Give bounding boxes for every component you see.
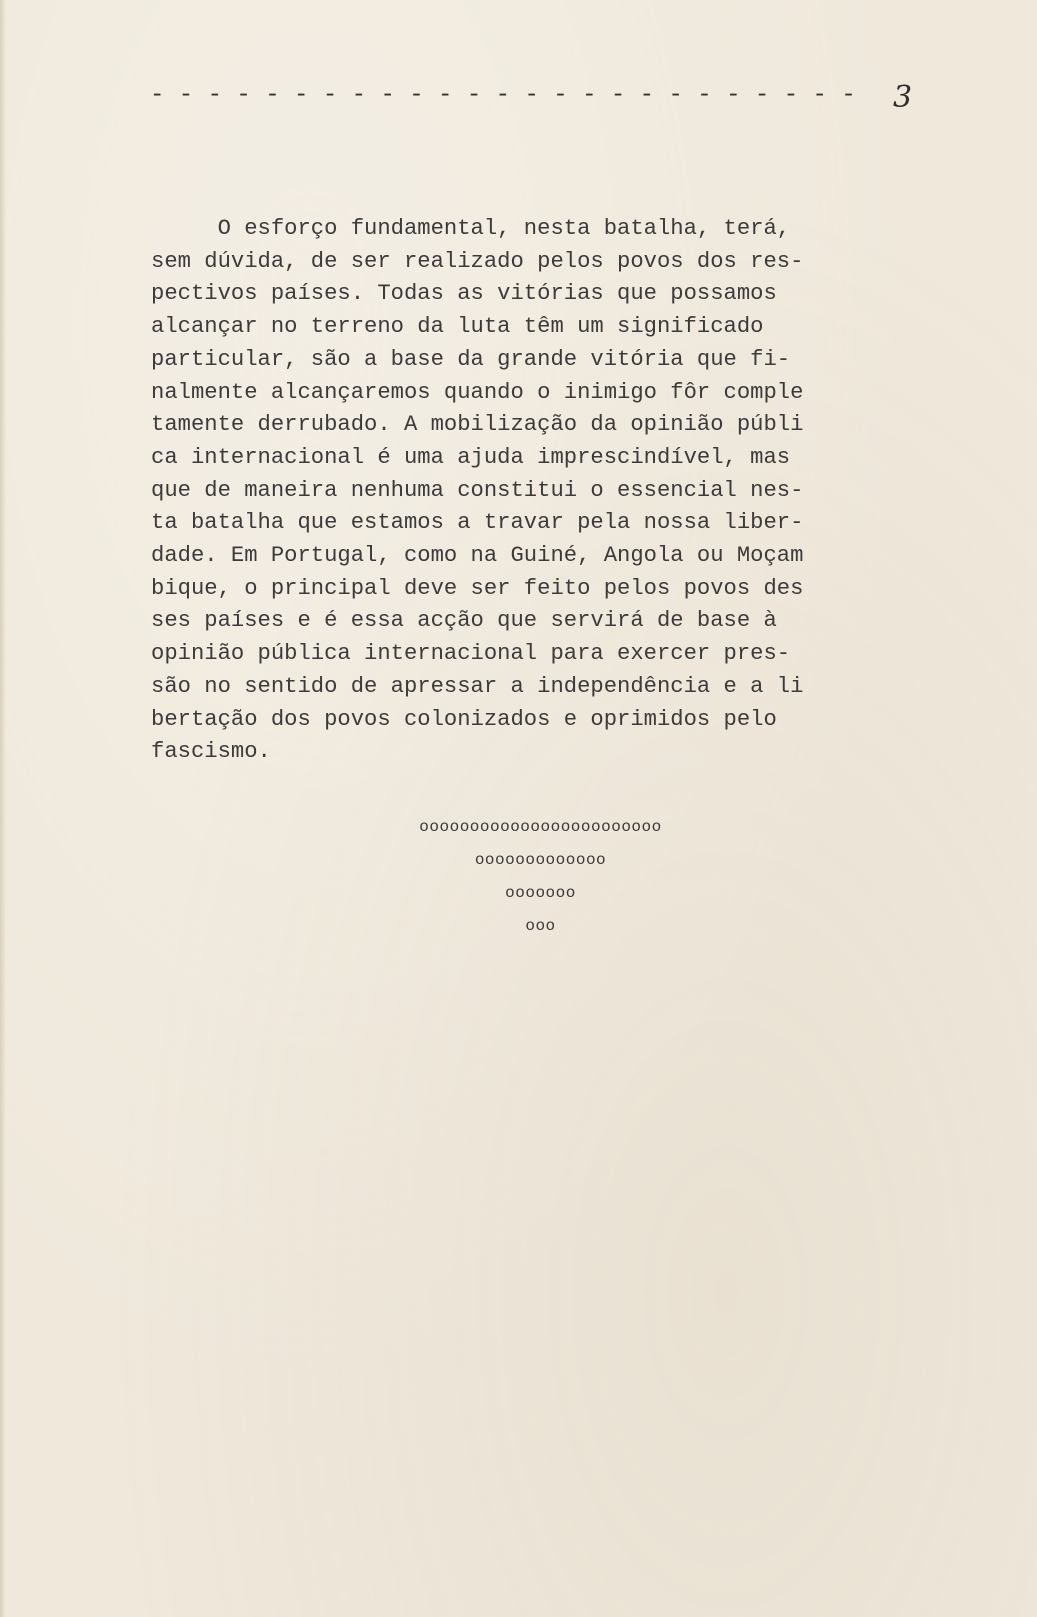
paragraph-line: fascismo. bbox=[151, 739, 271, 765]
header-dashed-rule: - - - - - - - - - - - - - - - - - - - - - - - - - bbox=[150, 82, 856, 109]
page-edge-shadow bbox=[0, 0, 6, 1617]
paragraph-line: alcançar no terreno da luta têm um significado bbox=[151, 314, 764, 340]
paragraph-line: ses países e é essa acção que servirá de base à bbox=[151, 608, 777, 634]
body-paragraph bbox=[151, 213, 931, 769]
paragraph-line: que de maneira nenhuma constitui o essencial nes- bbox=[151, 477, 804, 503]
paragraph-line: nalmente alcançaremos quando o inimigo fôr comple bbox=[151, 379, 804, 405]
paragraph-line: particular, são a base da grande vitória que fi- bbox=[151, 346, 791, 372]
paragraph-line: sem dúvida, de ser realizado pelos povos dos res- bbox=[151, 248, 804, 274]
paragraph-line: tamente derrubado. A mobilização da opinião públi bbox=[151, 412, 804, 438]
paragraph-line: dade. Em Portugal, como na Guiné, Angola ou Moçam bbox=[151, 543, 804, 569]
ornament-separator-row: oooooooooooooooooooooooo bbox=[419, 818, 662, 836]
ornament-separator-row: ooooooooooooo bbox=[474, 851, 607, 869]
ornament-separator-row: ooooooo bbox=[505, 884, 576, 902]
ornament-separator-row: ooo bbox=[525, 917, 556, 935]
paragraph-line: são no sentido de apressar a independência e a li bbox=[151, 673, 804, 699]
paragraph-line: bique, o principal deve ser feito pelos povos des bbox=[151, 575, 804, 601]
paragraph-line: pectivos países. Todas as vitórias que possamos bbox=[151, 281, 777, 307]
paragraph-line: ta batalha que estamos a travar pela nossa liber- bbox=[151, 510, 804, 536]
paragraph-line: bertação dos povos colonizados e oprimidos pelo bbox=[151, 706, 777, 732]
page-number: 3 bbox=[893, 80, 913, 115]
paragraph-line: opinião pública internacional para exercer pres- bbox=[151, 641, 791, 667]
paragraph-line: ca internacional é uma ajuda imprescindível, mas bbox=[151, 444, 791, 470]
paragraph-line: O esforço fundamental, nesta batalha, terá, bbox=[151, 216, 791, 241]
